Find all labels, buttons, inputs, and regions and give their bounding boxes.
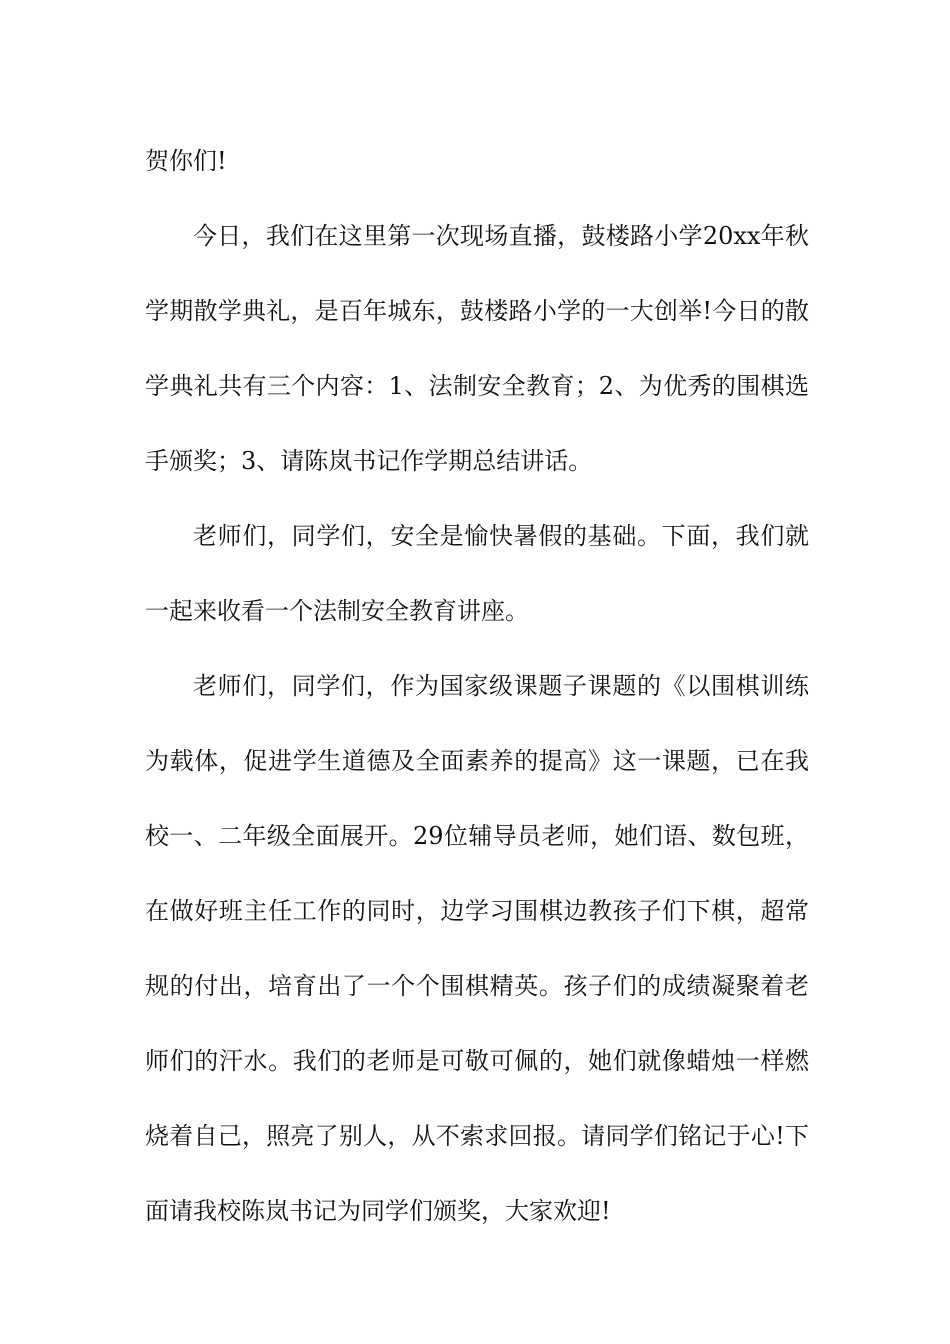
paragraph-continuation: 贺你们! — [145, 147, 227, 175]
paragraph-go-program: 老师们，同学们，作为国家级课题子课题的《以围棋训练为载体，促进学生道德及全面素养的提高》这一课题，已在我校一、二年级全面展开。29位辅导员老师，她们语、数包班，在做好班主任工作的同时，边学习围棋边教孩子们下棋，超常规的付出，培育出了一个个围棋精英。孩子们的成绩凝聚着老师们的汗水。我们的老师是可敬可佩的，她们就像蜡烛一样燃烧着自己，照亮了别人，从不索求回报。请同学们铭记于心!下面请我校陈岚书记为同学们颁奖，大家欢迎! — [145, 672, 809, 1225]
paragraph-ceremony-intro: 今日，我们在这里第一次现场直播，鼓楼路小学20xx年秋学期散学典礼，是百年城东，鼓楼路小学的一大创举!今日的散学典礼共有三个内容：1、法制安全教育；2、为优秀的围棋选手颁奖；3、请陈岚书记作学期总结讲话。 — [145, 222, 809, 475]
paragraph-safety: 老师们，同学们，安全是愉快暑假的基础。下面，我们就一起来收看一个法制安全教育讲座。 — [145, 522, 809, 625]
document-body — [145, 124, 809, 1249]
